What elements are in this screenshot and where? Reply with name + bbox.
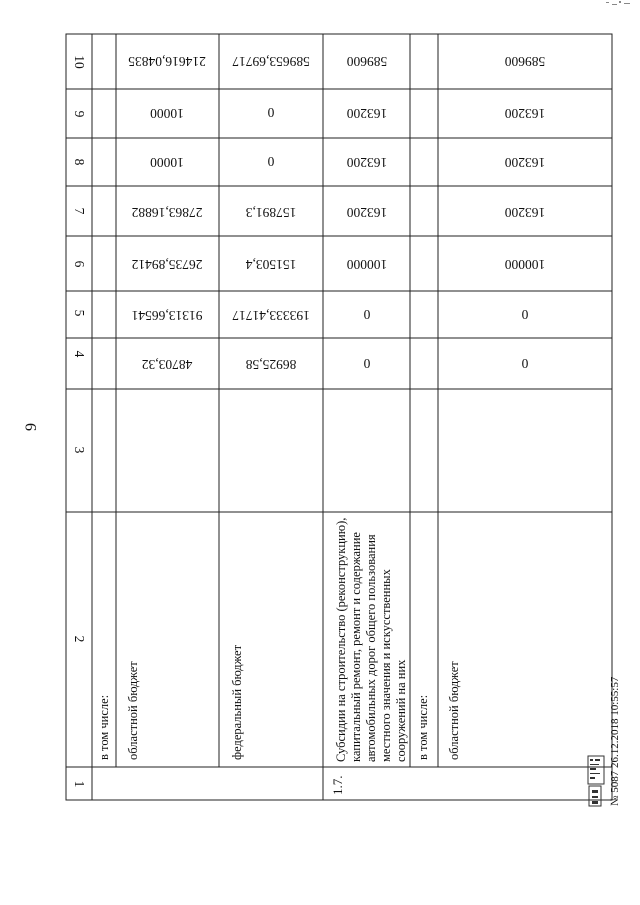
header-col-3: 3 <box>72 446 87 454</box>
cell-r5-c4: 0 <box>521 356 529 371</box>
cell-r2-c9: 0 <box>267 105 275 120</box>
barcode-stamp-icon <box>586 596 606 811</box>
row-label-regional-budget-2: областной бюджет <box>447 661 461 760</box>
header-col-4: 4 <box>72 350 87 358</box>
stamp-text: № 5087 26.12.2018 10:55:57 <box>609 676 621 806</box>
header-col-10: 10 <box>72 55 87 69</box>
header-col-7: 7 <box>72 207 87 215</box>
cell-r2-c8: 0 <box>267 154 275 169</box>
row-label-including-1: в том числе: <box>97 694 111 760</box>
cell-r5-c10: 589600 <box>504 54 546 69</box>
cell-r1-c7: 27863,16882 <box>131 205 203 220</box>
cell-r2-c7: 157891,3 <box>245 205 297 220</box>
cell-r3-c6: 100000 <box>346 257 388 272</box>
cell-r3-c8: 163200 <box>346 155 388 170</box>
cell-r1-c4: 48703,32 <box>141 357 193 372</box>
cell-r3-c10: 589600 <box>346 54 388 69</box>
scan-mark-icon <box>604 0 640 12</box>
header-col-9: 9 <box>72 110 87 118</box>
header-col-8: 8 <box>72 158 87 166</box>
header-col-2: 2 <box>72 635 87 643</box>
cell-r2-c4: 86925,58 <box>245 357 297 372</box>
cell-r5-c6: 100000 <box>504 257 546 272</box>
cell-r1-c5: 91313,66541 <box>131 308 203 323</box>
row-num-1-7: 1.7. <box>330 775 345 795</box>
cell-r3-c9: 163200 <box>346 106 388 121</box>
cell-r3-c7: 163200 <box>346 205 388 220</box>
page-number: 9 <box>23 423 40 431</box>
cell-r5-c7: 163200 <box>504 205 546 220</box>
cell-r1-c8: 10000 <box>150 155 184 170</box>
header-col-5: 5 <box>72 309 87 317</box>
cell-r1-c9: 10000 <box>150 106 184 121</box>
cell-r3-c4: 0 <box>363 356 371 371</box>
cell-r1-c6: 26735,89412 <box>131 257 203 272</box>
header-col-6: 6 <box>72 260 87 268</box>
cell-r2-c5: 193333,41717 <box>232 308 310 323</box>
cell-r5-c8: 163200 <box>504 155 546 170</box>
cell-r1-c10: 214616,04835 <box>128 54 206 69</box>
cell-r2-c6: 151503,4 <box>245 257 297 272</box>
row-label-regional-budget-1: областной бюджет <box>126 661 140 760</box>
cell-r2-c10: 589653,69717 <box>232 54 310 69</box>
row-label-including-2: в том числе: <box>416 694 430 760</box>
row-label-subsidies: Субсидии на строительство (реконструкцию), капитальный ремонт, ремонт и содержание автомобильных дорог общего пользования местного значения и искусственных сооружений на них <box>334 517 408 762</box>
cell-r5-c9: 163200 <box>504 106 546 121</box>
cell-r3-c5: 0 <box>363 307 371 322</box>
cell-r5-c5: 0 <box>521 307 529 322</box>
row-label-federal-budget: федеральный бюджет <box>230 644 244 760</box>
header-col-1: 1 <box>72 780 87 788</box>
